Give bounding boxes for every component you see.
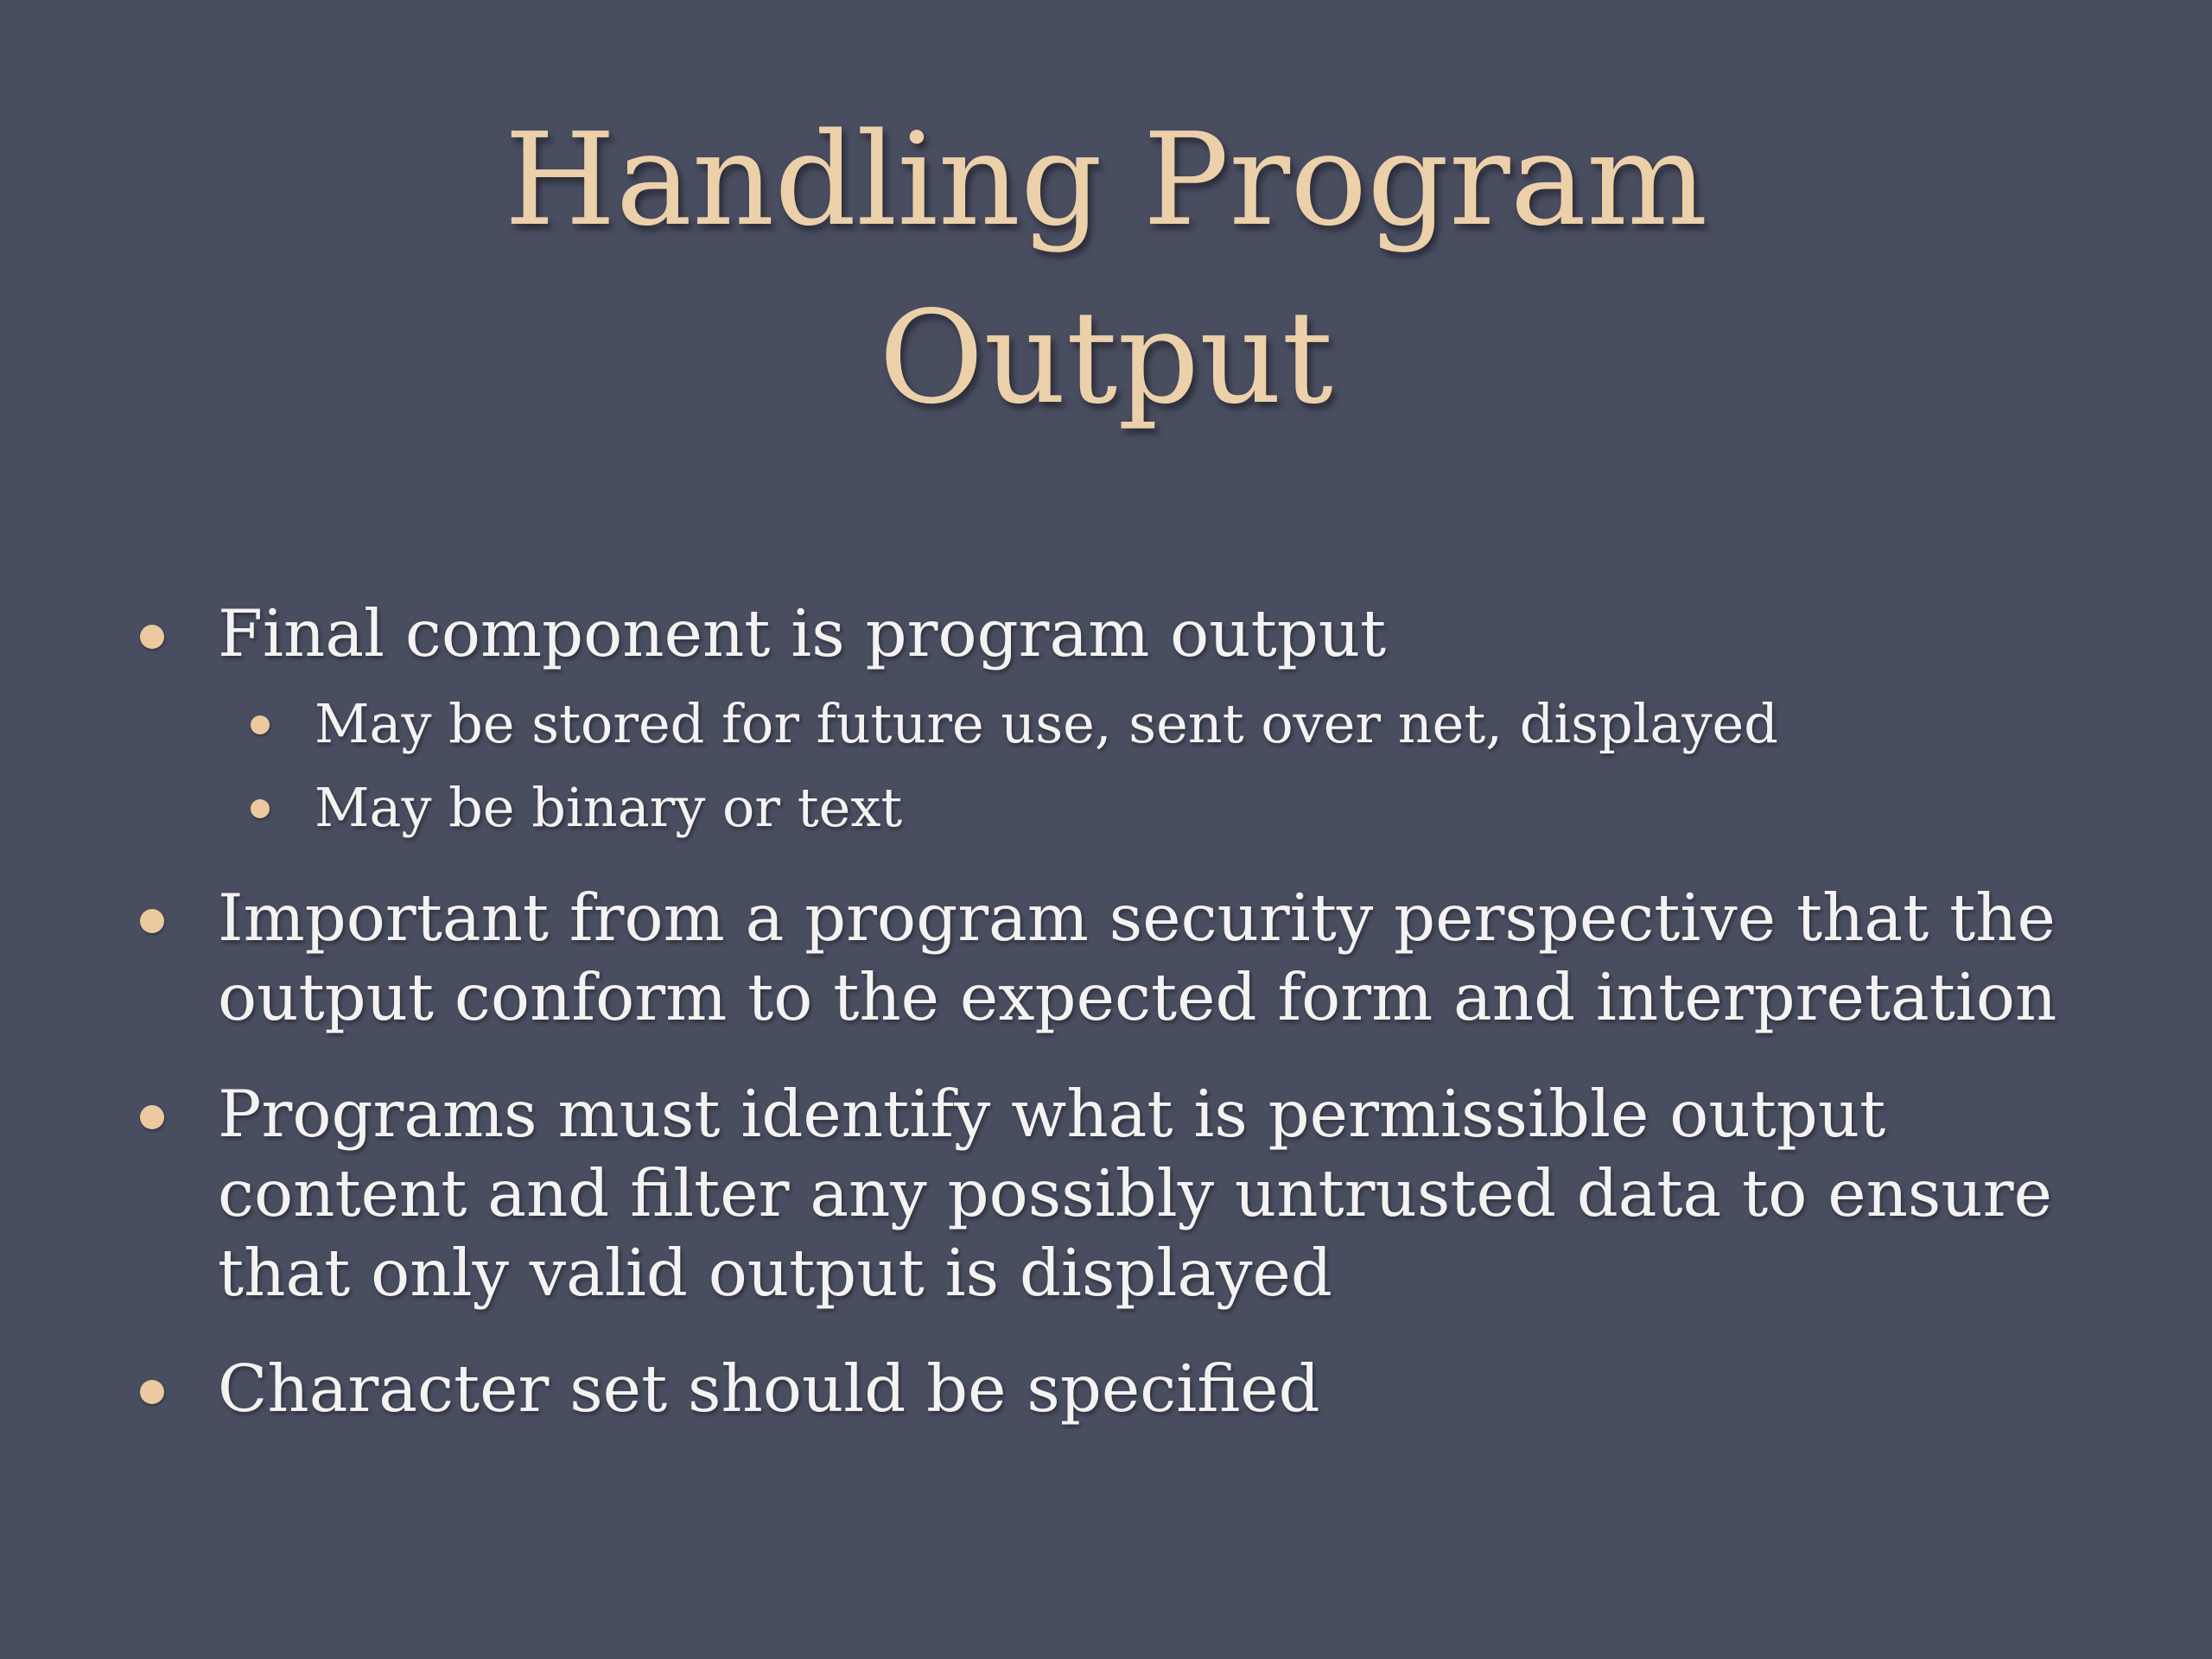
bullet-item-4: [218, 1349, 2101, 1428]
bullet-dot-icon: [140, 1105, 164, 1129]
bullet-text-line-2: content and filter any possibly untrusted data to ensure: [218, 1155, 2052, 1231]
bullet-dot-icon: [140, 909, 164, 933]
bullet-text-line-1: Programs must identify what is permissible output: [218, 1076, 1886, 1152]
bullet-text-line-3: that only valid output is displayed: [218, 1235, 1332, 1311]
bullet-dot-icon: [140, 625, 164, 649]
bullet-item-2: [218, 878, 2101, 1037]
bullet-item-1: [218, 594, 2101, 673]
bullet-text: Character set should be specified: [218, 1351, 1320, 1427]
bullet-text-line-2: output conform to the expected form and interpretation: [218, 959, 2057, 1035]
bullet-dot-icon: [140, 1380, 164, 1404]
slide-title-line-2: Output: [879, 283, 1333, 432]
sub-bullet-text: May be binary or text: [315, 776, 903, 839]
bullet-item-3: [218, 1074, 2101, 1313]
sub-bullet-item-2: [315, 773, 2043, 842]
sub-bullet-item-1: [315, 690, 2043, 759]
bullet-text-line-1: Important from a program security perspective that the: [218, 880, 2056, 956]
sub-bullet-text: May be stored for future use, sent over net, displayed: [315, 692, 1778, 755]
slide-title-line-1: Handling Program: [504, 105, 1708, 254]
sub-bullet-dot-icon: [251, 799, 270, 818]
bullet-text: Final component is program output: [218, 595, 1387, 671]
sub-bullet-dot-icon: [251, 715, 270, 734]
